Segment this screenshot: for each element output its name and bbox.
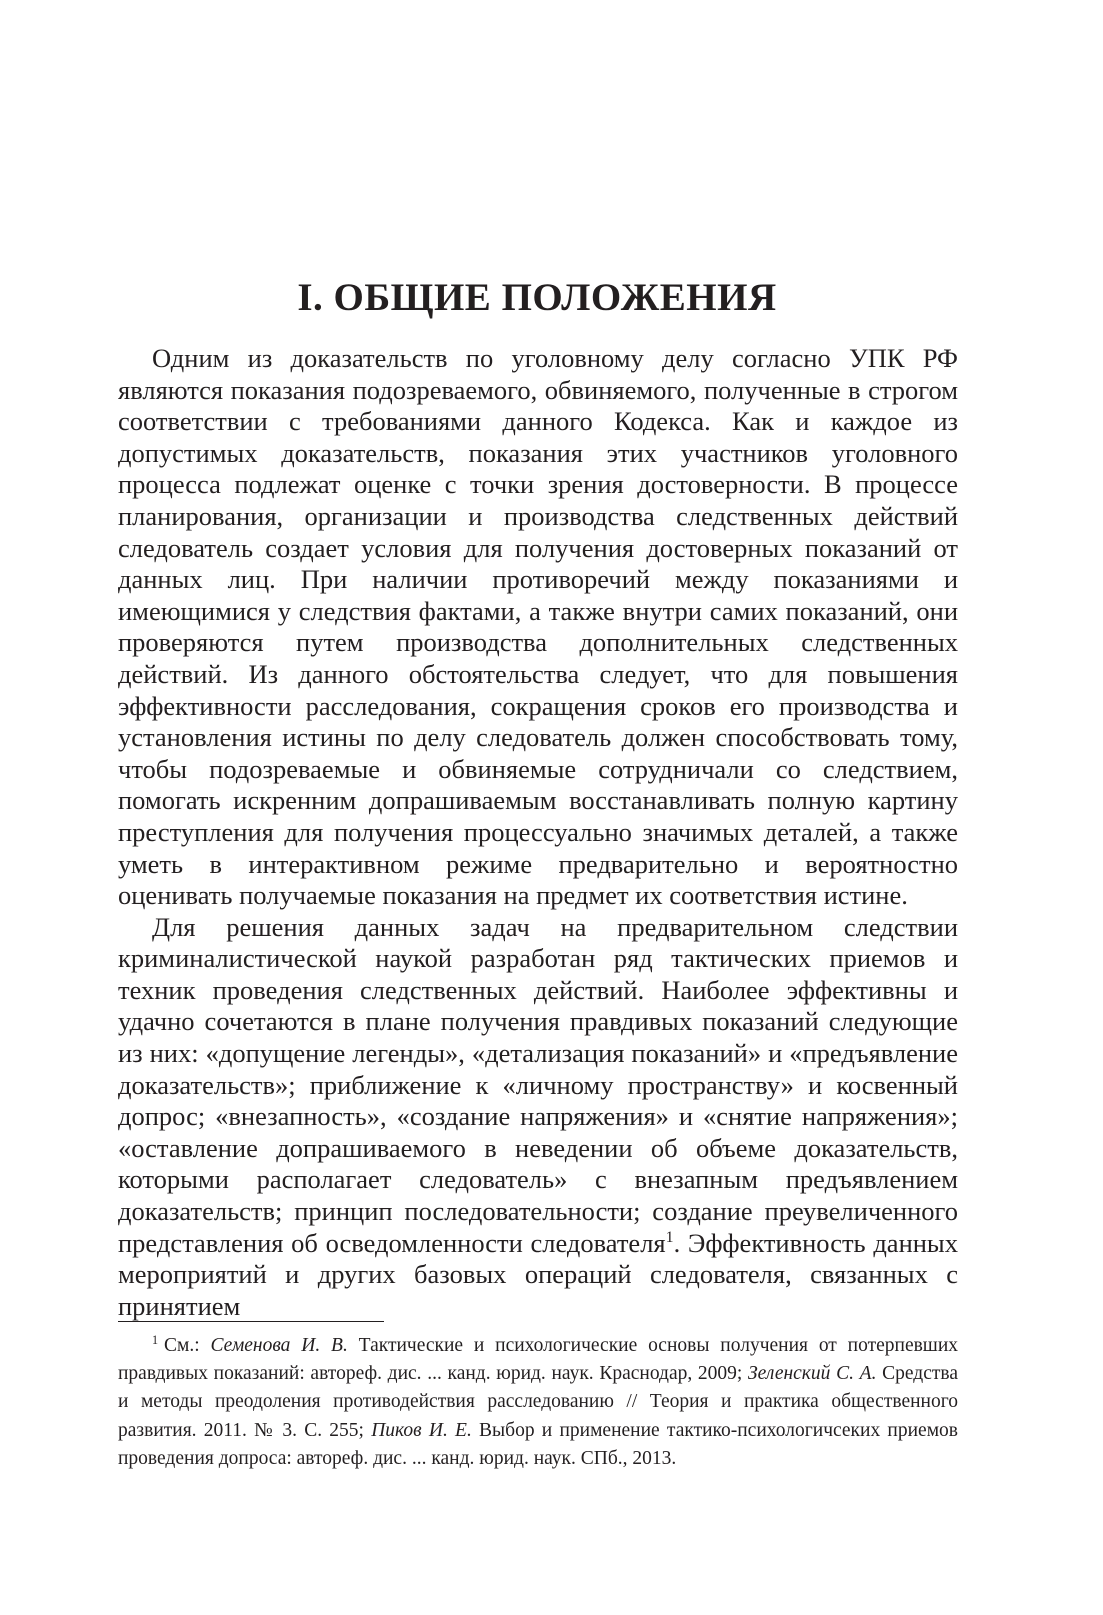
- main-text: [118, 343, 958, 1322]
- footnote-mark: 1: [152, 1333, 159, 1348]
- footnote-author-2: Зеленский С. А.: [748, 1363, 877, 1385]
- footnote-author-1: Семенова И. В.: [210, 1335, 348, 1356]
- paragraph-2-text-before-ref: Для решения данных задач на предварительном следствии криминалистической наукой разработан ряд тактических приемов и техник проведения следственных действий. Наиболее эффективны и удачно сочетаются в плане получения правдивых показаний следующие из них: «допущение легенды», «детализация показаний» и «предъявление доказательств»; приближение к «личному пространству» и косвенный допрос; «внезапность», «создание напряжения» и «снятие напряжения»; «оставление допрашиваемого в неведении об объеме доказательств, которыми располагает следователь» с внезапным предъявлением доказательств; принцип последовательности; создание преувеличенного представления об осведомленности следователя: [118, 911, 958, 1258]
- footnote-1: [118, 1332, 958, 1473]
- chapter-title: I. ОБЩИЕ ПОЛОЖЕНИЯ: [297, 276, 777, 319]
- footnote-text-4: Выбор и применение тактико-психологичсеких приемов проведения допроса: автореф. дис. ... канд. юрид. наук. СПб., 2013.: [118, 1419, 959, 1469]
- footnote-author-3: Пиков И. Е.: [371, 1419, 472, 1441]
- paragraph-2: [118, 912, 958, 1323]
- footnote-text-2: Тактические и психологические основы получения от потерпевших правдивых показаний: автореф. дис. ... канд. юрид. наук. Краснодар, 2009;: [118, 1335, 959, 1385]
- footnote-text-1: См.:: [164, 1335, 211, 1356]
- footnote-text-3: Средства и методы преодоления противодействия расследованию // Теория и практика общественного развития. 2011. № 3. С. 255;: [118, 1363, 958, 1441]
- paragraph-1: Одним из доказательств по уголовному делу согласно УПК РФ являются показания подозреваемого, обвиняемого, полученные в строгом соответствии с требованиями данного Кодекса. Как и каждое из допустимых доказательств, показания этих участников уголовного процесса подлежат оценке с точки зрения достоверности. В процессе планирования, организации и производства следственных действий следователь создает условия для получения достоверных показаний от данных лиц. При наличии противоречий между показаниями и имеющимися у следствия фактами, а также внутри самих показаний, они проверяются путем производства дополнительных следственных действий. Из данного обстоятельства следует, что для повышения эффективности расследования, сокращения сроков его производства и установления истины по делу следователь должен способствовать тому, чтобы подозреваемые и обвиняемые сотрудничали со следствием, помогать искренним допрашиваемым восстанавливать полную картину преступления для получения процессуально значимых деталей, а также уметь в интерактивном режиме предварительно и вероятностно оценивать получаемые показания на предмет их соответствия истине.: [118, 343, 958, 911]
- footnote-reference[interactable]: 1: [665, 1228, 674, 1246]
- footnote-separator: [118, 1321, 384, 1322]
- paragraph-2-text-after-ref: . Эффективность данных мероприятий и других базовых операций следователя, связанных с принятием: [118, 1227, 958, 1321]
